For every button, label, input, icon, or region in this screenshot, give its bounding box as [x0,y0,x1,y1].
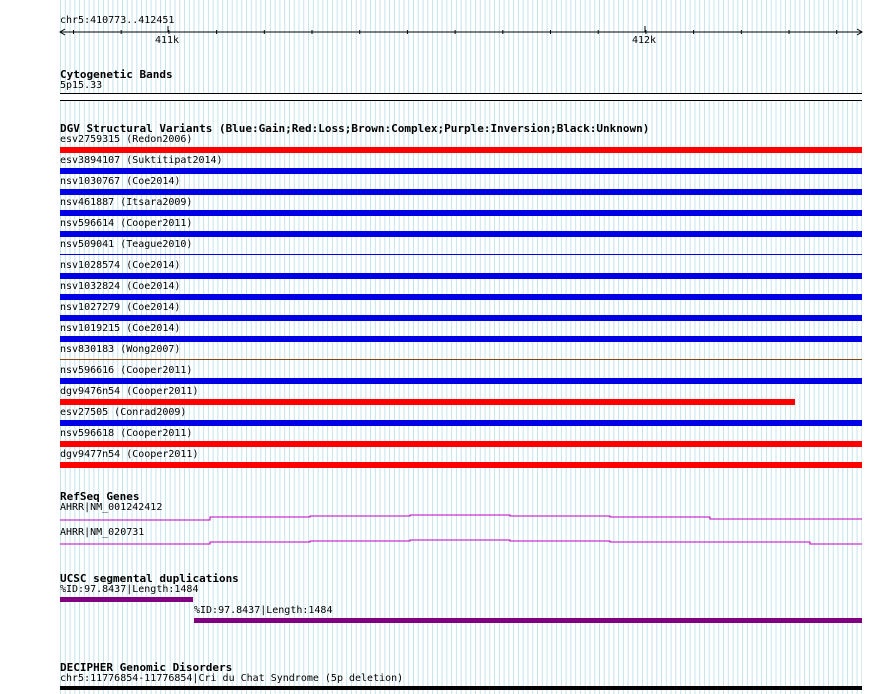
dgv-feature-bar-loss[interactable] [60,462,862,468]
dgv-feature-label[interactable]: esv2759315 (Redon2006) [60,134,193,145]
dgv-feature-label[interactable]: esv3894107 (Suktitipat2014) [60,155,223,166]
dgv-feature-label[interactable]: nsv1028574 (Coe2014) [60,260,181,271]
segdup-feature-label[interactable]: %ID:97.8437|Length:1484 [194,605,333,616]
cytoband-label: 5p15.33 [60,80,103,91]
dgv-feature-label[interactable]: nsv1032824 (Coe2014) [60,281,181,292]
dgv-feature-bar-gain[interactable] [60,378,862,384]
dgv-feature-label[interactable]: nsv596618 (Cooper2011) [60,428,193,439]
decipher-feature-label[interactable]: chr5:11776854-11776854|Cri du Chat Syndrome (5p deletion) [60,673,404,684]
segdup-feature-bar[interactable] [60,597,193,602]
dgv-feature-bar-complex[interactable] [60,359,862,360]
base-ruler[interactable] [58,26,866,46]
dgv-feature-label[interactable]: dgv9476n54 (Cooper2011) [60,386,199,397]
ruler-tick-label-412k: 412k [632,35,657,46]
dgv-feature-bar-gain[interactable] [60,420,862,426]
dgv-feature-bar-gain[interactable] [60,254,862,255]
cytoband-track-title[interactable]: Cytogenetic Bands [60,68,173,81]
dgv-feature-bar-gain[interactable] [60,168,862,174]
refseq-gene-model[interactable] [60,512,862,524]
refseq-gene-label[interactable]: AHRR|NM_020731 [60,527,145,538]
segdup-feature-label[interactable]: %ID:97.8437|Length:1484 [60,584,199,595]
dgv-feature-label[interactable]: nsv1019215 (Coe2014) [60,323,181,334]
dgv-feature-bar-gain[interactable] [60,336,862,342]
dgv-feature-label[interactable]: nsv596614 (Cooper2011) [60,218,193,229]
dgv-feature-label[interactable]: nsv461887 (Itsara2009) [60,197,193,208]
dgv-feature-bar-gain[interactable] [60,294,862,300]
dgv-feature-label[interactable]: dgv9477n54 (Cooper2011) [60,449,199,460]
dgv-feature-label[interactable]: nsv830183 (Wong2007) [60,344,181,355]
ruler-position-label: chr5:410773..412451 [60,15,175,26]
dgv-feature-label[interactable]: nsv1027279 (Coe2014) [60,302,181,313]
dgv-feature-bar-gain[interactable] [60,210,862,216]
decipher-feature-bar[interactable] [60,686,862,690]
dgv-feature-bar-gain[interactable] [60,315,862,321]
dgv-feature-bar-gain[interactable] [60,273,862,279]
dgv-feature-label[interactable]: nsv509041 (Teague2010) [60,239,193,250]
decipher-track-title[interactable]: DECIPHER Genomic Disorders [60,661,233,674]
dgv-feature-bar-loss[interactable] [60,399,795,405]
refseq-gene-label[interactable]: AHRR|NM_001242412 [60,502,163,513]
ruler-tick-label-411k: 411k [155,35,180,46]
dgv-feature-label[interactable]: nsv1030767 (Coe2014) [60,176,181,187]
refseq-track-title[interactable]: RefSeq Genes [60,490,140,503]
dgv-track-title[interactable]: DGV Structural Variants (Blue:Gain;Red:Loss;Brown:Complex;Purple:Inversion;Black:Unknown) [60,122,650,135]
cytoband-ideogram[interactable] [60,93,862,101]
dgv-feature-bar-loss[interactable] [60,147,862,153]
dgv-feature-bar-gain[interactable] [60,231,862,237]
dgv-feature-bar-gain[interactable] [60,189,862,195]
segdup-feature-bar[interactable] [194,618,862,623]
dgv-feature-label[interactable]: nsv596616 (Cooper2011) [60,365,193,376]
dgv-feature-label[interactable]: esv27505 (Conrad2009) [60,407,187,418]
refseq-gene-model[interactable] [60,538,862,548]
dgv-feature-bar-loss[interactable] [60,441,862,447]
segdup-track-title[interactable]: UCSC segmental duplications [60,572,239,585]
